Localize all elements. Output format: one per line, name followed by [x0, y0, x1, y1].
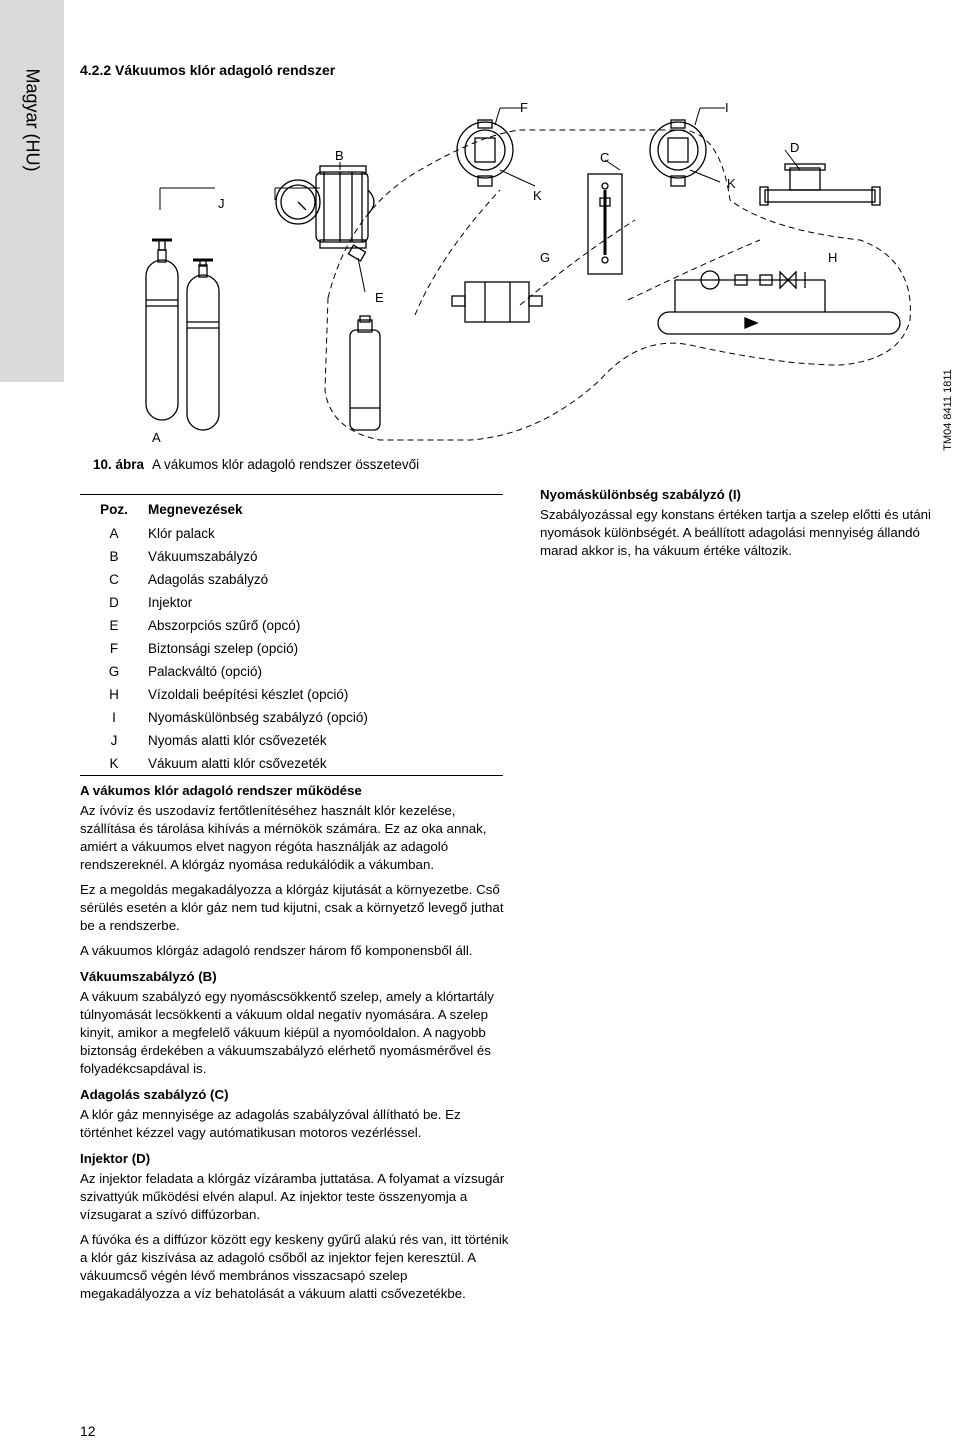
paragraph: A fúvóka és a diffúzor között egy keskeny gyűrű alakú rés van, itt történik a klór gáz kiszívása az adagoló csőből az injektor fejen keresztül. A vákuumcső végén lévő membrános visszacsapó szelep megakadályozza a víz behatolását a vákuum alatti csővezetékbe. [80, 1232, 509, 1301]
legend-name: Biztonsági szelep (opció) [148, 641, 299, 656]
legend-row [80, 729, 503, 752]
label-e: E [375, 290, 384, 305]
legend-row [80, 706, 503, 729]
legend-pos: E [109, 618, 119, 633]
legend-row [80, 614, 503, 637]
label-d: D [790, 140, 800, 155]
figure-number: 10. ábra [93, 457, 145, 472]
legend-pos: F [109, 641, 119, 656]
system-diagram [80, 90, 960, 450]
legend-pos: C [109, 572, 119, 587]
paragraph: A klór gáz mennyisége az adagolás szabályzóval állítható be. Ez történhet kézzel vagy autómatikusan motoros vezérléssel. [80, 1107, 461, 1140]
legend-name: Vízoldali beépítési készlet (opció) [148, 687, 349, 702]
paragraph: Az injektor feladata a klórgáz vízáramba juttatása. A folyamat a vízsugár szivattyúk működési elvén alapul. Az injektor teste összenyomja a vízsugarat a szívó diffúzorban. [80, 1171, 505, 1222]
legend-row [80, 591, 503, 614]
dashed-divider-3 [628, 240, 760, 300]
label-b: B [335, 148, 344, 163]
section-title: 4.2.2 Vákuumos klór adagoló rendszer [80, 62, 336, 78]
language-label: Magyar (HU) [22, 68, 43, 172]
vacuum-regulator [276, 166, 374, 261]
main-text-column [80, 782, 510, 1303]
legend-name: Nyomás alatti klór csővezeték [148, 733, 327, 748]
figure-caption [93, 457, 419, 472]
label-k-2: K [727, 176, 736, 191]
heading-pressure-difference: Nyomáskülönbség szabályzó (I) [540, 487, 741, 502]
paragraph: Az ívóvíz és uszodavíz fertőtlenítéséhez használt klór kezelése, szállítása és tárolása kihívás a mérnökök számára. Ez az oka annak, amiért a vákuumos elvet nagyon régóta használják az adagoló rendszereknél. A klórgáz nyomása redukálódik a vákumban. [80, 803, 487, 872]
pressure-difference-regulator [650, 120, 706, 186]
legend-row [80, 545, 503, 568]
legend-row [80, 752, 503, 776]
legend-row [80, 683, 503, 706]
legend-row [80, 568, 503, 591]
injector [760, 164, 880, 205]
label-g: G [540, 250, 551, 265]
heading-vacuum-regulator: Vákuumszabályzó (B) [80, 969, 217, 984]
legend-name: Vákuumszabályzó [148, 549, 258, 564]
legend-row [80, 522, 503, 545]
cylinder-changer [452, 282, 542, 322]
heading-injector: Injektor (D) [80, 1151, 151, 1166]
figure-caption-text: A vákumos klór adagoló rendszer összetevői [152, 457, 420, 472]
label-i: I [725, 100, 729, 115]
legend-name: Abszorpciós szűrő (opcó) [148, 618, 301, 633]
legend-pos: H [109, 687, 119, 702]
legend-row [80, 637, 503, 660]
page-number: 12 [80, 1423, 96, 1439]
legend-pos: A [109, 526, 119, 541]
dashed-boundary [325, 130, 910, 440]
label-a: A [152, 430, 161, 445]
legend-name: Klór palack [148, 526, 215, 541]
legend-name: Vákuum alatti klór csővezeték [148, 752, 503, 776]
label-j: J [218, 196, 225, 211]
figure-code: TM04 8411 1811 [942, 369, 954, 451]
paragraph: A vákuum szabályzó egy nyomáscsökkentő szelep, amely a klórtartály túlnyomását lecsökkenti a vákuum oldal negatív nyomására. A szelep kinyit, amikor a megfelelő vákuum kiépül a nyomóoldalon. A nagyobb biztonság érdekében a vákuumszabályzó elérhető nyomásmérővel és folyadékcsapdával is. [80, 989, 494, 1076]
legend-name: Adagolás szabályzó [148, 572, 269, 587]
label-h: H [828, 250, 838, 265]
water-side-kit [658, 271, 900, 334]
legend-name: Palackváltó (opció) [148, 664, 263, 679]
label-k-1: K [533, 188, 542, 203]
side-text-column [540, 486, 960, 560]
heading-dosing-regulator: Adagolás szabályzó (C) [80, 1087, 229, 1102]
dosing-regulator [588, 174, 622, 274]
legend-pos: J [110, 733, 118, 748]
legend-header-row [80, 495, 503, 523]
heading-operation: A vákumos klór adagoló rendszer működése [80, 783, 362, 798]
legend-name: Nyomáskülönbség szabályzó (opció) [148, 710, 368, 725]
legend-table [80, 494, 503, 776]
label-c: C [600, 150, 610, 165]
label-f: F [520, 100, 528, 115]
chlorine-cylinders [146, 240, 219, 430]
dashed-divider-2 [520, 220, 635, 305]
paragraph: Ez a megoldás megakadályozza a klórgáz kijutását a környezetbe. Cső sérülés esetén a klór gáz nem tud kijutni, csak a környetző levegő juthat be a rendszerbe. [80, 882, 504, 933]
legend-pos: B [109, 549, 119, 564]
legend-name: Injektor [148, 595, 193, 610]
paragraph: A vákuumos klórgáz adagoló rendszer három fő komponensből áll. [80, 943, 473, 958]
paragraph: Szabályozással egy konstans értéken tartja a szelep előtti és utáni nyomások különbségét. A beállított adagolási mennyiség állandó marad akkor is, ha vákuum értéke változik. [540, 507, 932, 558]
legend-pos: D [109, 595, 119, 610]
legend-pos: K [80, 752, 148, 776]
legend-header-pos: Poz. [80, 495, 148, 523]
legend-pos: G [108, 664, 120, 679]
legend-pos: I [112, 710, 116, 725]
absorption-filter [350, 316, 380, 430]
language-side-tab [0, 0, 64, 382]
safety-valve [457, 120, 513, 186]
legend-row [80, 660, 503, 683]
legend-header-name: Megnevezések [148, 495, 503, 523]
